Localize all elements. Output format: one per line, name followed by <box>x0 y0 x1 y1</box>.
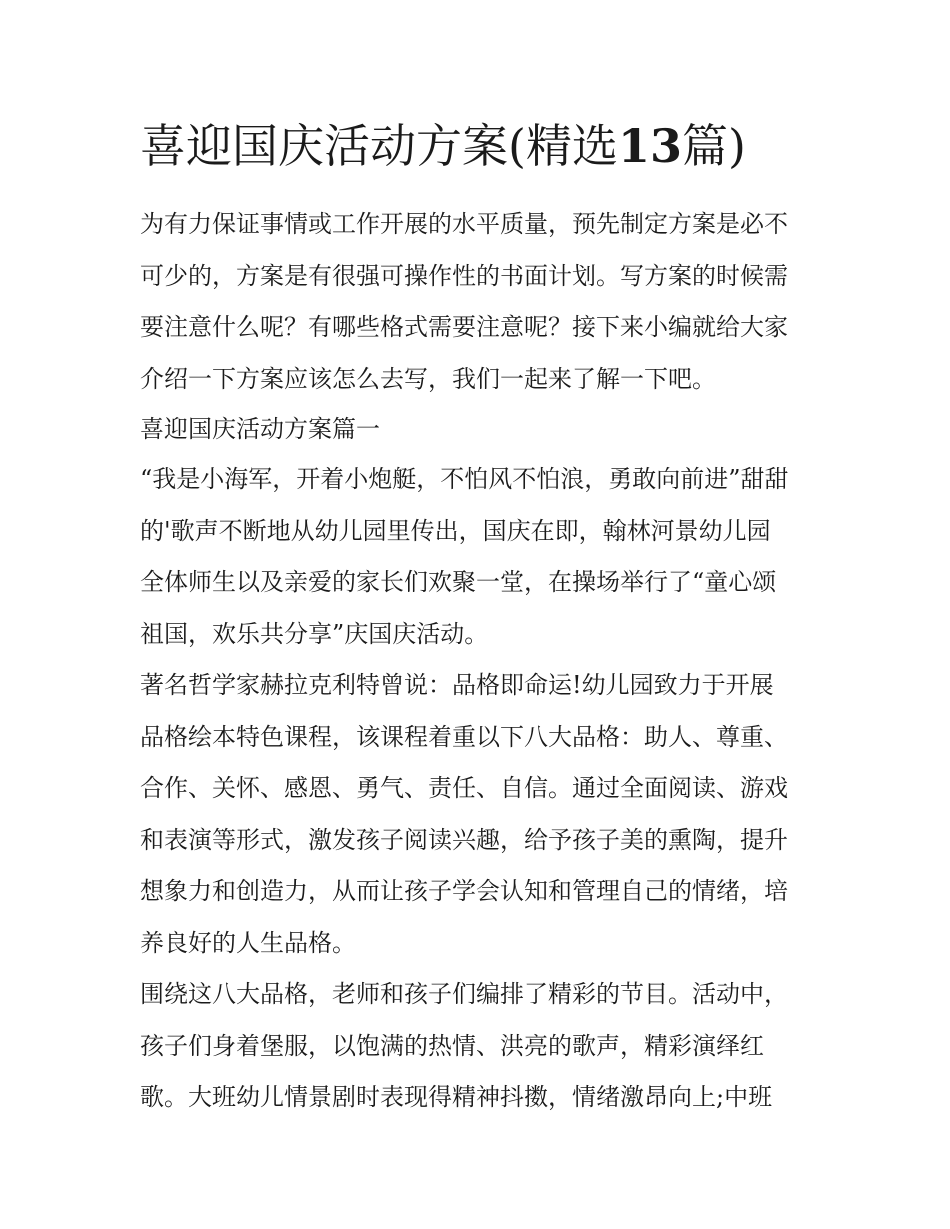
text-line: 围绕这八大品格，老师和孩子们编排了精彩的节目。活动中， <box>140 980 788 1008</box>
text-line: 孩子们身着堡服，以饱满的热情、洪亮的歌声，精彩演绎红 <box>140 1031 764 1060</box>
text-line: 介绍一下方案应该怎么去写，我们一起来了解一下吧。 <box>140 364 716 393</box>
title-suffix: 篇) <box>681 119 746 173</box>
text-line: 为有力保证事情或工作开展的水平质量，预先制定方案是必不 <box>140 210 788 238</box>
title-number: 13 <box>617 119 682 173</box>
text-line: 祖国，欢乐共分享”庆国庆活动。 <box>140 619 489 648</box>
text-line: 歌。大班幼儿情景剧时表现得精神抖擞，情绪激昂向上;中班 <box>140 1083 773 1111</box>
text-line: 著名哲学家赫拉克利特曾说：品格即命运!幼儿园致力于开展 <box>140 671 774 699</box>
text-line: 的'歌声不断地从幼儿园里传出，国庆在即，翰林河景幼儿园 <box>140 516 771 545</box>
text-line: 品格绘本特色课程，该课程着重以下八大品格：助人、尊重、 <box>140 722 788 751</box>
text-line: 想象力和创造力，从而让孩子学会认知和管理自己的情绪，培 <box>140 877 788 905</box>
title-prefix: 喜迎国庆活动方案(精选 <box>140 119 618 173</box>
text-line: 养良好的人生品格。 <box>140 928 356 957</box>
section-heading: 喜迎国庆活动方案篇一 <box>140 415 380 443</box>
text-line: 和表演等形式，激发孩子阅读兴趣，给予孩子美的熏陶，提升 <box>140 825 788 854</box>
text-line: 要注意什么呢？有哪些格式需要注意呢？接下来小编就给大家 <box>140 313 788 341</box>
text-line: 可少的，方案是有很强可操作性的书面计划。写方案的时候需 <box>140 261 788 290</box>
text-line: 合作、关怀、感恩、勇气、责任、自信。通过全面阅读、游戏 <box>140 774 788 802</box>
document-title <box>140 116 746 176</box>
document-body <box>140 199 816 1124</box>
text-line: 全体师生以及亲爱的家长们欢聚一堂，在操场举行了“童心颂 <box>140 568 777 596</box>
text-line: “我是小海军，开着小炮艇，不怕风不怕浪，勇敢向前进”甜甜 <box>140 465 789 493</box>
